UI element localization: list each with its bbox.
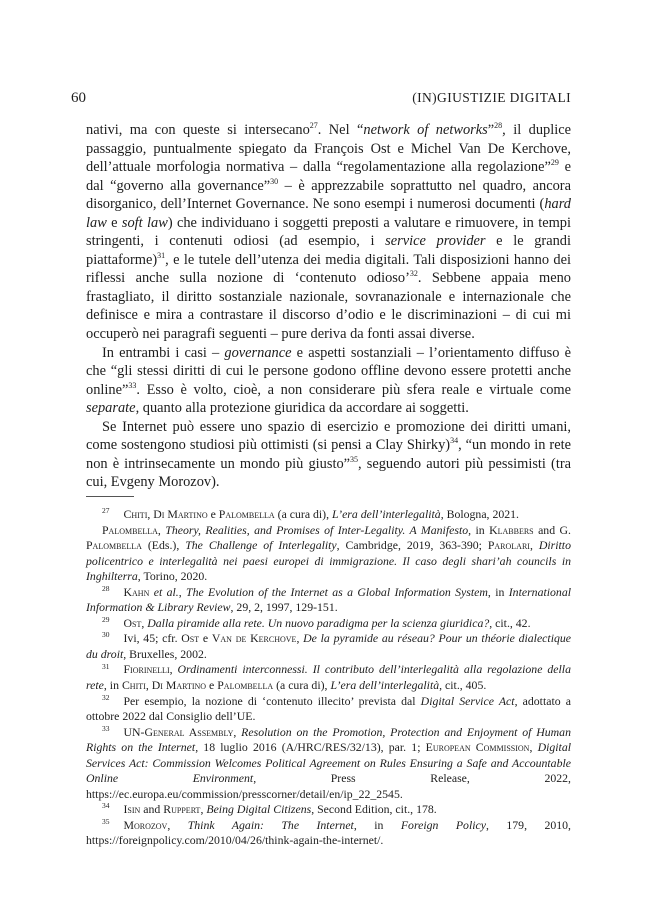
italic-text: Dalla piramide alla rete. Un nuovo paradigma per la scienza giuridica? [147,615,490,630]
italic-text: The Challenge of Interlegality [185,538,337,553]
author-name: General Assembly [144,724,234,739]
running-title: (IN)GIUSTIZIE DIGITALI [412,90,571,105]
text-run: . Sebbene appaia meno frastagliato, il diritto sostanziale nazionale, sovranazionale e internazionale che definisce e mira a contrastare il discorso d’odio e le discriminazioni – di cui mi occuperò nei paragrafi seguenti – pure deriva da fonti assai diverse. [86,270,571,343]
footnote [86,631,571,662]
text-run: , quanto alla protezione giuridica da accordare ai soggetti. [135,400,469,417]
footnote-reference: 34 [450,436,459,446]
text-run: , [157,522,166,537]
italic-text: soft law [121,214,168,231]
text-run: , [200,802,207,817]
author-name: Klabbers [489,522,534,537]
italic-text: The Evolution of the Internet as a Global Information System [186,584,488,599]
text-run: , e le tutele dell’utenza dei media digitali. Tali disposizioni hanno dei riflessi anche sulla nozione di ‘contenuto odioso’ [86,251,571,287]
author-name: Palombella [86,538,142,553]
text-run: , [167,817,188,832]
italic-text: L’era dell’interlegalità [332,507,441,521]
text-run: , 29, 2, 1997, 129-151. [230,600,338,615]
author-name: Ost [181,631,200,646]
text-run: , cit., 405. [439,678,487,693]
text-run: – è apprezzabile soprattutto nel quadro, ancora disorganico, dell’Internet Governance. Ne sono esempi i numerosi documenti ( [86,177,571,213]
text-run: , 18 luglio 2016 (A/HRC/RES/32/13), par. 1; [195,740,426,755]
footnote-reference: 27 [309,121,318,131]
footnote-number: 30 [102,630,110,640]
text-run: , Second Edition, cit., 178. [311,802,437,817]
footnote-number: 27 [102,506,110,516]
footnote [86,585,571,616]
footnote [86,725,571,803]
text-run: , [529,538,539,553]
text-run: , in [487,584,509,599]
text-run: , Torino, 2020. [137,569,208,584]
author-name: Fiorinelli [123,662,170,677]
body-paragraph [86,418,571,492]
footnote-number: 35 [102,817,110,827]
text-run: , [529,740,538,755]
author-name: Van de Kerchove [211,631,297,646]
author-name: Chiti [123,507,148,521]
footnote-reference: 33 [128,380,137,390]
text-run: In entrambi i casi – [102,344,225,361]
text-run: and G. [533,522,571,537]
footnote-number: 32 [102,692,110,702]
author-name: Palombella [102,522,158,537]
footnote-reference: 35 [350,455,359,465]
text-run: (Eds.), [141,538,186,553]
text-run: Per esempio, la nozione di ‘contenuto illecito’ prevista dal [123,693,421,708]
text-run: e le grandi piattaforme) [86,233,571,268]
text-run: and [140,802,164,817]
footnote-number: 33 [102,723,110,733]
text-run: , [178,584,187,599]
text-run: , Cambridge, 2019, 363-390; [336,538,488,553]
italic-text: Digital Services Act: Commission Welcomes Political Agreement on Rules Ensuring a Safe and Accountable Online Environment [86,740,571,786]
italic-text: hard law [86,196,571,231]
italic-text: Resolution on the Promotion, Protection and Enjoyment of Human Rights on the Internet [86,724,571,755]
text-run: ” [487,122,495,138]
text-run: , [296,631,304,646]
text-run: , in [353,817,401,832]
author-name: Palombella [218,507,275,521]
author-name: Ruppert [163,802,201,817]
text-run: . Nel “ [317,122,364,138]
author-name: Palombella [217,678,274,693]
italic-text: Theory, Realities, and Promises of Inter-Legality. A Manifesto [165,522,469,537]
text-run: e [199,631,212,646]
body-text [86,121,571,492]
text-run: , adottato a ottobre 2022 dal Consiglio dell’UE. [86,693,572,724]
text-run: , seguendo autori più pessimisti (tra cui, Evgeny Morozov). [86,455,571,491]
body-paragraph [86,121,571,344]
author-name: Isin [123,802,141,817]
page-number: 60 [71,90,86,106]
text-run: e [106,214,122,231]
text-run: , Bruxelles, 2002. [123,646,207,661]
text-run: , 179, 2010, https://foreignpolicy.com/2010/04/26/think-again-the-internet/. [86,817,571,848]
text-run: . Esso è volto, cioè, a non considerare più sfera reale e virtuale come [136,381,571,398]
text-run: Se Internet può essere uno spazio di esercizio e promozione dei diritti umani, come sostengono studiosi più ottimisti (si pensi a Clay Shirky) [86,418,571,454]
footnotes [86,507,571,849]
footnote-number: 34 [102,801,110,811]
text-run: , in [103,678,122,693]
author-name: European Commission [425,740,530,755]
footnote [86,802,571,818]
italic-text: L’era dell’interlegalità [330,678,440,693]
italic-text: International Information & Library Review [86,584,572,615]
text-run: e dal “governo alla governance” [86,159,571,194]
text-run: , [141,615,148,630]
text-run: , “un mondo in rete non è intrinsecamente un mondo più giusto” [86,437,571,472]
italic-text: service provider [385,233,486,250]
footnote-reference: 29 [550,158,559,168]
text-run: e aspetti sostanziali – l’orientamento diffuso è che “gli stessi diritti di cui le persone godono offline devono essere protetti anche online” [86,344,571,398]
italic-text: Digital Service Act [420,693,515,708]
italic-text: Being Digital Citizens [206,802,312,817]
footnote-reference: 31 [157,251,166,261]
author-name: Kahn [123,584,150,599]
footnote [86,662,571,693]
text-run: nativi, ma con queste si intersecano [86,122,310,138]
text-run: ) che individuano i soggetti preposti a valutare e rimuovere, in tempi stringenti, i contenuti odiosi (ad esempio, i [86,214,571,250]
italic-text: Diritto policentrico e interlegalità nei paesi europei di immigrazione. Il caso degli shari’ah councils in Inghilterra [86,538,571,584]
author-name: Di Martino [153,507,208,521]
text-run: , [145,678,152,693]
author-name: Parolari [487,538,530,553]
footnote-number: 29 [102,614,110,624]
footnote-reference: 32 [409,269,418,279]
author-name: Di Martino [151,678,207,693]
footnote [86,694,571,725]
text-run: e [207,507,219,521]
running-header [71,90,571,110]
text-run: , [169,662,178,677]
italic-text: Foreign Policy [400,817,486,832]
footnote-number: 31 [102,661,110,671]
text-run: , cit., 42. [489,615,531,630]
italic-text: et al. [153,584,179,599]
author-name: Morozov [123,817,168,832]
footnote [86,523,571,585]
author-name: Ost [123,615,142,630]
text-run: , il duplice passaggio, puntualmente spiegato da François Ost e Michel Van De Kerchove, dell’attuale morfologia normativa – dalla “regolamentazione alla regolazione” [86,122,571,176]
footnote-reference: 30 [270,176,279,186]
italic-text: network of networks [363,122,488,138]
footnote [86,616,571,632]
text-run: , [147,507,154,521]
text-run: , [233,724,242,739]
footnote [86,507,571,523]
italic-text: De la pyramide au réseau? Pour un théorie dialectique du droit [86,631,571,661]
text-run: (a cura di), [274,507,333,521]
footnote-separator [86,496,134,497]
italic-text: Think Again: The Internet [187,817,354,832]
text-run: UN- [123,724,145,739]
author-name: Chiti [121,678,146,693]
text-run: , Press Release, 2022, https://ec.europa.eu/commission/presscorner/detail/en/ip_22_2545. [86,771,571,801]
text-run: Ivi, 45; cfr. [123,631,182,646]
italic-text: governance [224,344,292,361]
italic-text: Ordinamenti interconnessi. Il contributo dell’interlegalità alla regolazione della rete [86,662,571,693]
footnote [86,818,571,849]
body-paragraph [86,344,571,418]
footnote-number: 28 [102,583,110,593]
footnote-reference: 28 [494,121,503,131]
text-run: , Bologna, 2021. [440,507,520,521]
text-run: e [206,678,218,693]
text-run: , in [468,522,490,537]
italic-text: separate [86,400,136,417]
text-run: (a cura di), [273,678,331,693]
